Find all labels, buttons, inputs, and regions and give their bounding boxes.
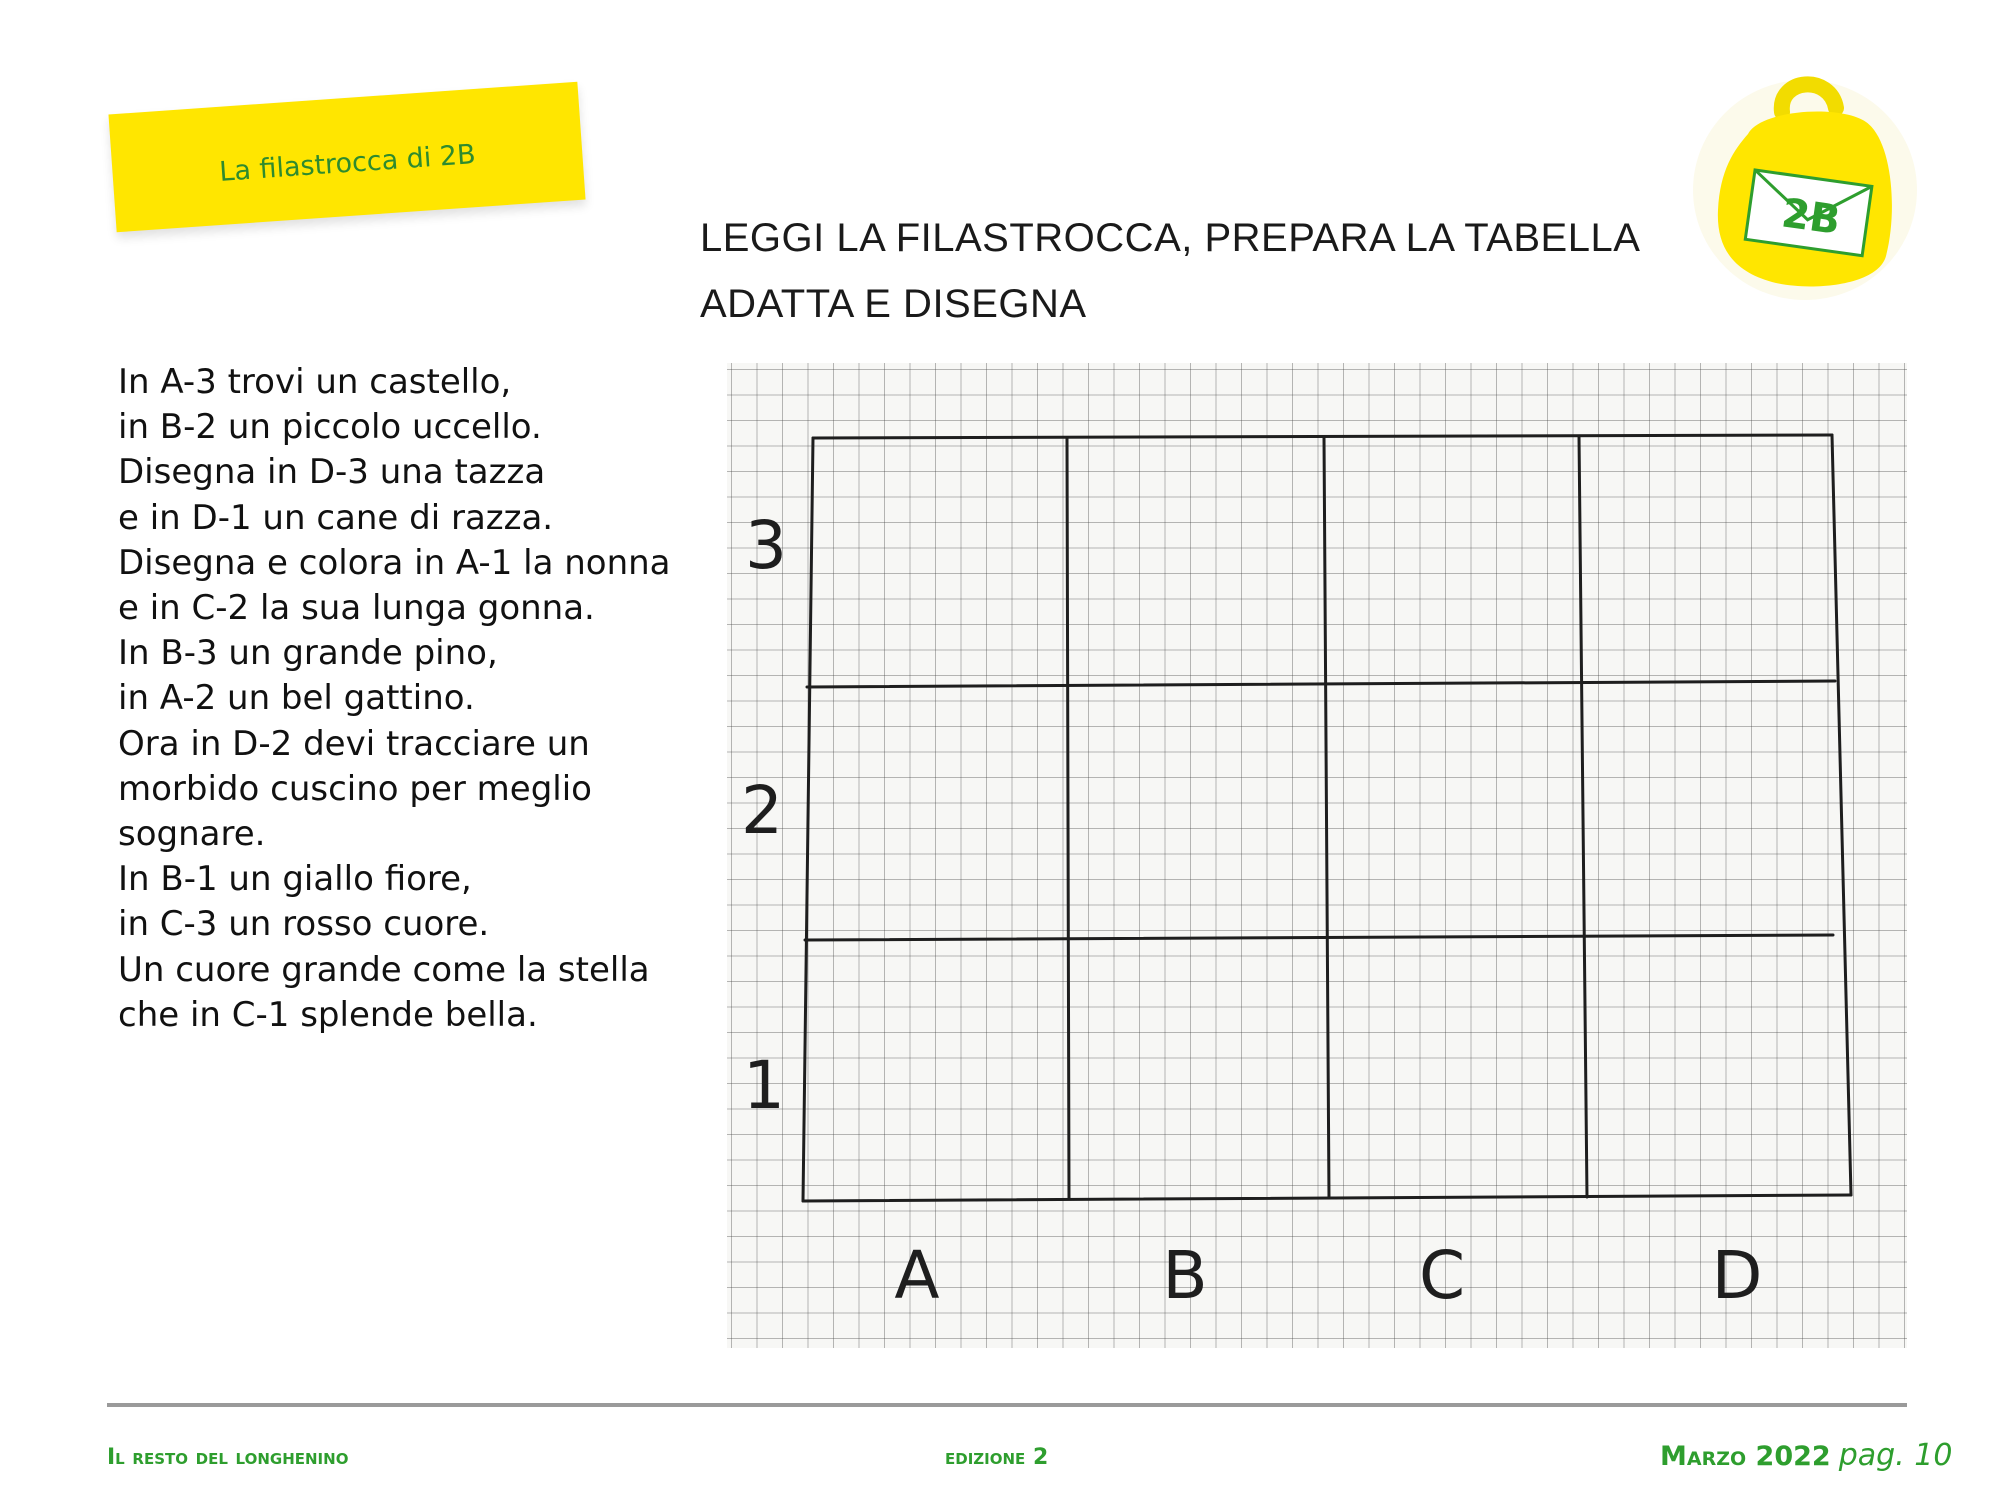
table-line-left [803,438,813,1201]
badge-label: 2B [1778,190,1844,245]
footer-divider [107,1403,1907,1407]
poem-line: morbido cuscino per meglio [118,768,592,809]
grid-table [727,363,1907,1348]
footer-page-number: pag. 10 [1838,1438,1953,1473]
table-line-bottom [803,1195,1851,1201]
poem-line: In B-3 un grande pino, [118,633,498,674]
footer-date-page [1660,1438,1952,1473]
poem-line: in C-3 un rosso cuore. [118,904,490,945]
column-label: B [1162,1237,1208,1314]
poem-line: Un cuore grande come la stella [118,949,650,990]
table-line-col [1067,438,1069,1199]
school-bag-icon [1690,60,1920,300]
table-line-right [1832,435,1851,1195]
footer-edition: edizione 2 [945,1445,1049,1470]
table-line-top [813,435,1832,438]
poem-line: sognare. [118,814,266,855]
row-label: 3 [745,507,787,584]
instructions-heading [700,205,1700,337]
row-label: 2 [741,772,783,849]
instructions-line-2: ADATTA E DISEGNA [700,282,1087,326]
footer-date: Marzo 2022 [1660,1441,1831,1472]
poem-line: Disegna e colora in A-1 la nonna [118,542,671,583]
poem-line: Disegna in D-3 una tazza [118,452,546,493]
column-label: C [1418,1237,1466,1314]
poem [118,360,728,1038]
poem-line: e in D-1 un cane di razza. [118,497,554,538]
table-lines [803,435,1851,1201]
poem-line: in B-2 un piccolo uccello. [118,407,542,448]
column-label: D [1711,1237,1763,1314]
poem-line: In B-1 un giallo fiore, [118,859,472,900]
table-line-row [805,935,1833,940]
poem-line: In A-3 trovi un castello, [118,362,512,402]
poem-line: Ora in D-2 devi tracciare un [118,723,590,764]
table-line-row [807,681,1835,687]
section-tag-label: La filastrocca di 2B [218,138,477,188]
row-label: 1 [743,1047,785,1124]
footer-publication: Il resto del longhenino [107,1445,349,1470]
section-tag [108,82,585,232]
poem-line: e in C-2 la sua lunga gonna. [118,588,595,629]
instructions-line-1: LEGGI LA FILASTROCCA, PREPARA LA TABELLA [700,216,1641,260]
grid-table-photo [727,363,1907,1348]
column-label: A [894,1237,940,1314]
table-line-col [1324,437,1329,1198]
table-line-col [1579,436,1587,1197]
poem-line: che in C-1 splende bella. [118,994,538,1035]
poem-line: in A-2 un bel gattino. [118,678,475,719]
